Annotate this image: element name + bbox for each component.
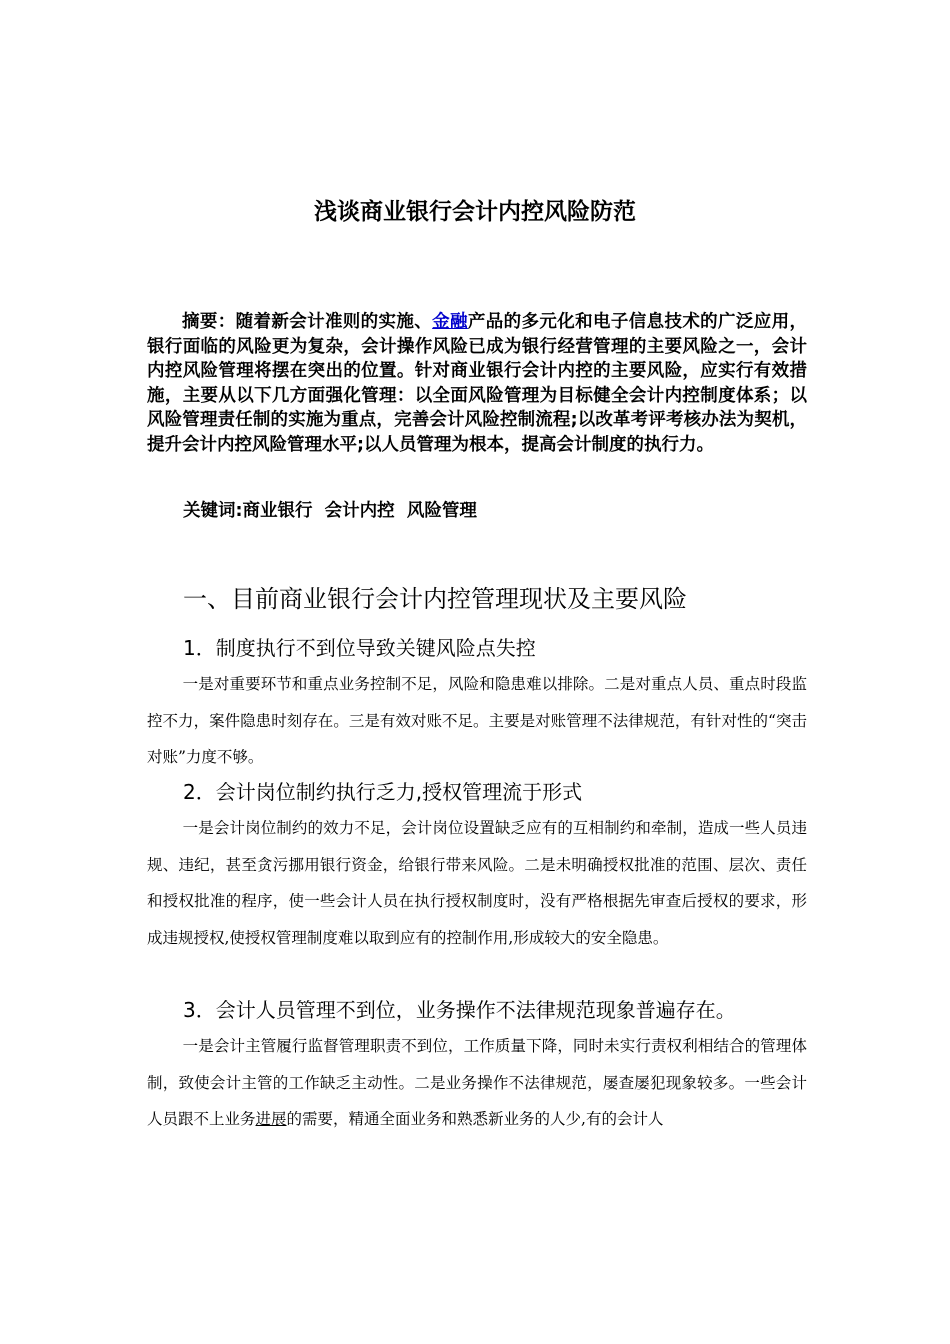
finance-link[interactable]: 金融 [432, 312, 468, 332]
subsection-heading-2: 2．会计岗位制约执行乏力,授权管理流于形式 [183, 780, 583, 804]
abstract-suffix: 产品的多元化和电子信息技术的广泛应用，银行面临的风险更为复杂，会计操作风险已成为银行经营管理的主要风险之一，会计内控风险管理将摆在突出的位置。针对商业银行会计内控的主要风险，应实行有效措施，主要从以下几方面强化管理：以全面风险管理为目标健全会计内控制度体系；以风险管理责任制的实施为重点，完善会计风险控制流程;以改革考评考核办法为契机，提升会计内控风险管理水平;以人员管理为根本，提高会计制度的执行力。 [147, 312, 808, 455]
subsection-text-3-suffix: 的需要，精通全面业务和熟悉新业务的人少,有的会计人 [286, 1110, 664, 1128]
subsection-text-3-prefix: 一是会计主管履行监督管理职责不到位，工作质量下降，同时未实行责权利相结合的管理体制，致使会计主管的工作缺乏主动性。二是业务操作不法律规范，屡查屡犯现象较多。一些会计人员跟不上业务 [147, 1037, 807, 1128]
page-title: 浅谈商业银行会计内控风险防范 [314, 199, 636, 225]
subsection-heading-1: 1．制度执行不到位导致关键风险点失控 [183, 636, 536, 660]
section-heading: 一、目前商业银行会计内控管理现状及主要风险 [183, 585, 687, 613]
keywords-line: 关键词:商业银行 会计内控 风险管理 [183, 501, 477, 521]
abstract-paragraph [147, 310, 807, 457]
subsection-text-2: 一是会计岗位制约的效力不足，会计岗位设置缺乏应有的互相制约和牵制，造成一些人员违规、违纪，甚至贪污挪用银行资金，给银行带来风险。二是未明确授权批准的范围、层次、责任和授权批准的程序，使一些会计人员在执行授权制度时，没有严格根据先审查后授权的要求，形成违规授权,使授权管理制度难以取到应有的控制作用,形成较大的安全隐患。 [147, 819, 807, 947]
subsection-text-1: 一是对重要环节和重点业务控制不足，风险和隐患难以排除。二是对重点人员、重点时段监控不力，案件隐患时刻存在。三是有效对账不足。主要是对账管理不法律规范，有针对性的“突击对账”力度不够。 [147, 675, 807, 766]
abstract-prefix: 摘要：随着新会计准则的实施、 [182, 312, 433, 332]
subsection-text-3 [147, 1028, 807, 1138]
subsection-heading-3: 3．会计人员管理不到位，业务操作不法律规范现象普遍存在。 [183, 998, 736, 1022]
progress-link[interactable]: 进展 [255, 1110, 287, 1128]
